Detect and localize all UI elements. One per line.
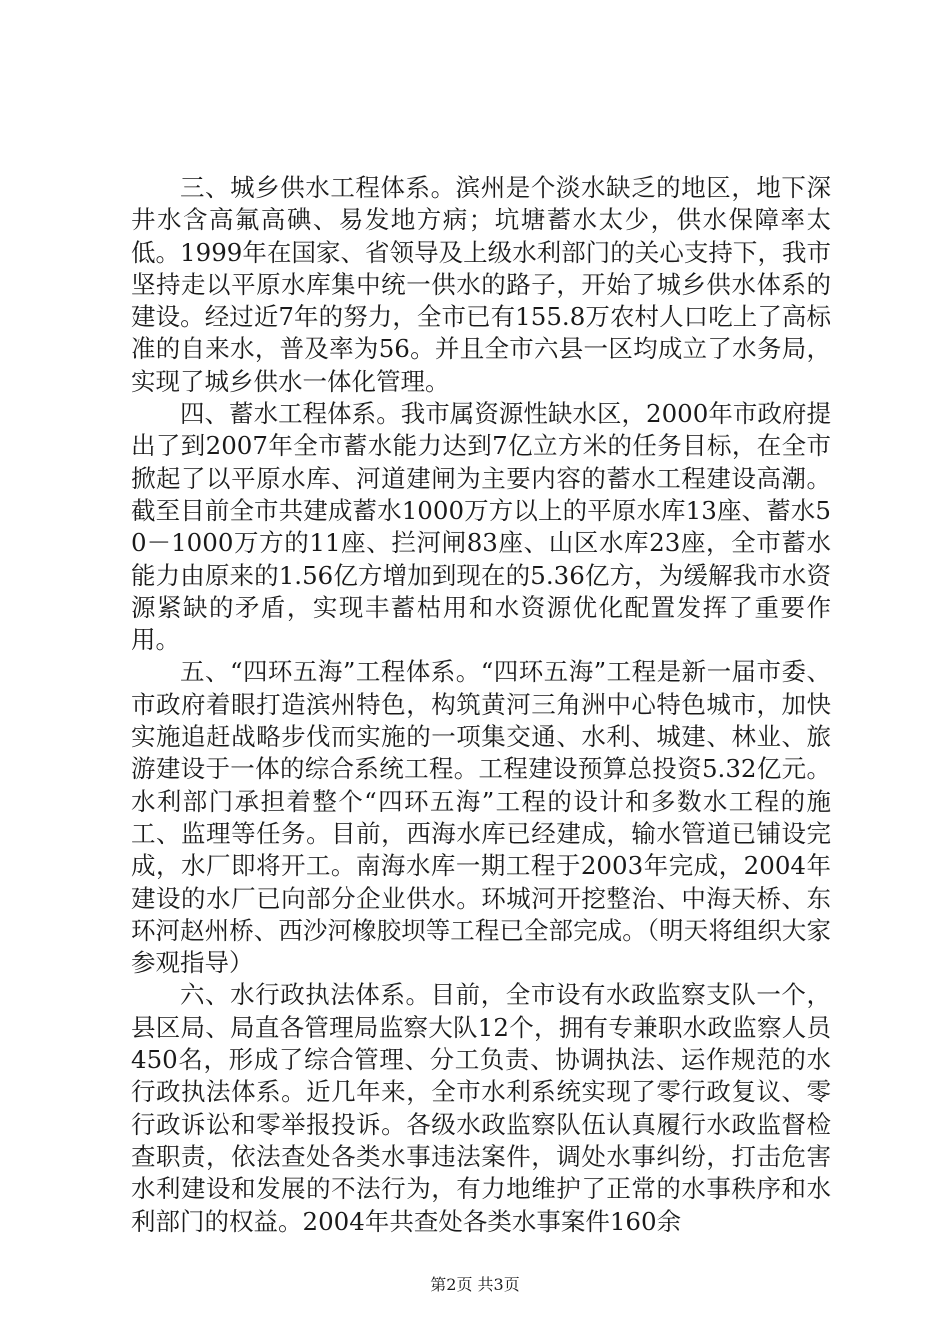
paragraph-water-law-enforcement: 六、水行政执法体系。目前，全市设有水政监察支队一个，县区局、局直各管理局监察大队12个，拥有专兼职水政监察人员450名，形成了综合管理、分工负责、协调执法、运作规范的水行政执法体系。近几年来，全市水利系统实现了零行政复议、零行政诉讼和零举报投诉。各级水政监察队伍认真履行水政监督检查职责，依法查处各类水事违法案件，调处水事纠纷，打击危害水利建设和发展的不法行为，有力地维护了正常的水事秩序和水利部门的权益。2004年共查处各类水事案件160余 [131,980,831,1236]
paragraph-four-rings-five-seas: 五、“四环五海”工程体系。“四环五海”工程是新一届市委、市政府着眼打造滨州特色，构筑黄河三角洲中心特色城市，加快实施追赶战略步伐而实施的一项集交通、水利、城建、林业、旅游建设于一体的综合系统工程。工程建设预算总投资5.32亿元。水利部门承担着整个“四环五海”工程的设计和多数水工程的施工、监理等任务。目前，西海水库已经建成，输水管道已铺设完成，水厂即将开工。南海水库一期工程于2003年完成，2004年建设的水厂已向部分企业供水。环城河开挖整治、中海天桥、东环河赵州桥、西沙河橡胶坝等工程已全部完成。（明天将组织大家参观指导） [131,657,831,978]
paragraph-urban-rural-water-supply: 三、城乡供水工程体系。滨州是个淡水缺乏的地区，地下深井水含高氟高碘、易发地方病；坑塘蓄水太少，供水保障率太低。1999年在国家、省领导及上级水利部门的关心支持下，我市坚持走以平原水库集中统一供水的路子，开始了城乡供水体系的建设。经过近7年的努力，全市已有155.8万农村人口吃上了高标准的自来水，普及率为56。并且全市六县一区均成立了水务局，实现了城乡供水一体化管理。 [131,173,831,396]
paragraph-water-storage: 四、蓄水工程体系。我市属资源性缺水区，2000年市政府提出了到2007年全市蓄水能力达到7亿立方米的任务目标，在全市掀起了以平原水库、河道建闸为主要内容的蓄水工程建设高潮。截至目前全市共建成蓄水1000万方以上的平原水库13座、蓄水50－1000万方的11座、拦河闸83座、山区水库23座，全市蓄水能力由原来的1.56亿方增加到现在的5.36亿方，为缓解我市水资源紧缺的矛盾，实现丰蓄枯用和水资源优化配置发挥了重要作用。 [131,399,831,655]
document-body [131,172,831,1238]
page-number: 第2页 共3页 [430,1275,520,1294]
